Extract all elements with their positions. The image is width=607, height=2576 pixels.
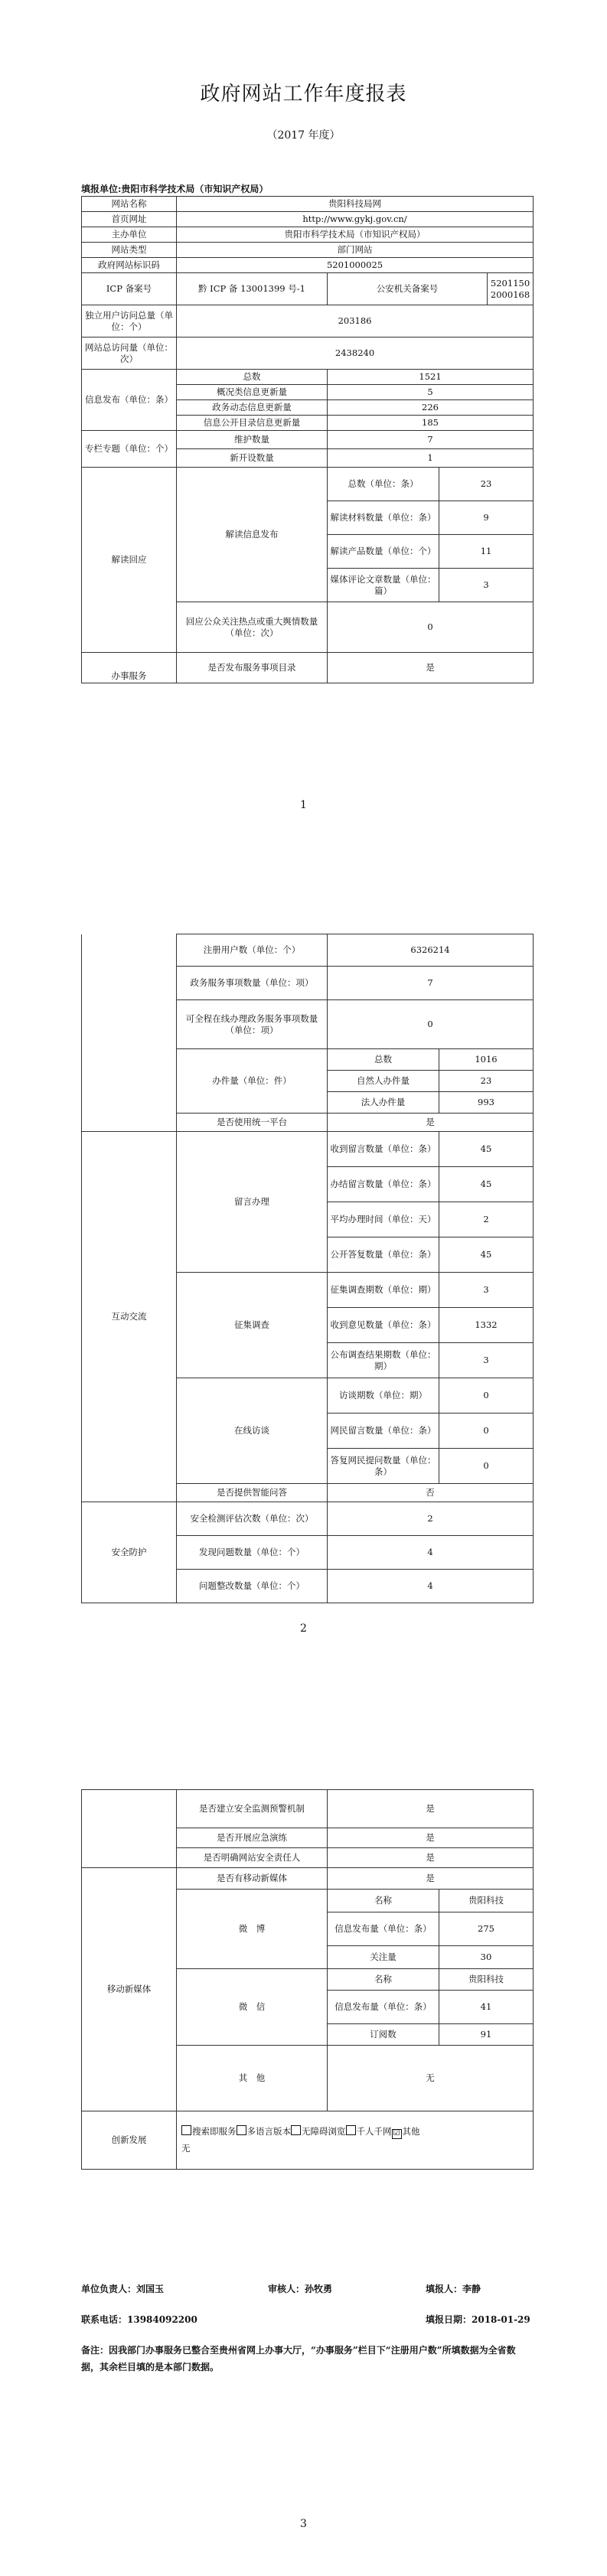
label: 是否开展应急演练 — [177, 1828, 328, 1848]
value: 185 — [328, 416, 534, 431]
label: 公开答复数量（单位：条） — [328, 1237, 439, 1273]
value: 0 — [439, 1449, 534, 1484]
label: 关注量 — [328, 1946, 439, 1969]
value: 11 — [439, 535, 534, 569]
value: 部门网站 — [177, 243, 534, 258]
value: 0 — [328, 1000, 534, 1049]
value: 无 — [328, 2046, 534, 2111]
value: 黔 ICP 备 13001399 号-1 — [177, 273, 328, 305]
label: 微 博 — [177, 1890, 328, 1969]
checkbox-icon — [291, 2125, 301, 2135]
label: 信息公开目录信息更新量 — [177, 416, 328, 431]
homepage-link[interactable]: http://www.gykj.gov.cn/ — [177, 212, 534, 227]
value: 5 — [328, 385, 534, 400]
label: 创新发展 — [82, 2111, 177, 2170]
label: 政务服务事项数量（单位：项） — [177, 967, 328, 1000]
report-table-page2 — [81, 934, 534, 1603]
value: 贵阳科技 — [439, 1890, 534, 1912]
value: 2438240 — [177, 337, 534, 370]
label: ICP 备案号 — [82, 273, 177, 305]
checkbox-accessibility[interactable]: 无障碍浏览 — [291, 2126, 346, 2137]
label: 公安机关备案号 — [328, 273, 488, 305]
value: 是 — [328, 1868, 534, 1890]
value: 4 — [328, 1570, 534, 1603]
label: 解读产品数量（单位：个） — [328, 535, 439, 569]
value: 6326214 — [328, 934, 534, 967]
filler: 填报人：李静 — [426, 2284, 481, 2294]
label: 是否建立安全监测预警机制 — [177, 1790, 328, 1828]
value: 2 — [439, 1202, 534, 1237]
label: 维护数量 — [177, 431, 328, 449]
label: 是否使用统一平台 — [177, 1114, 328, 1132]
label: 安全防护 — [82, 1502, 177, 1603]
innovation-other-text: 无 — [181, 2142, 191, 2154]
value: 贵阳科技 — [439, 1969, 534, 1991]
fill-date: 填报日期：2018-01-29 — [426, 2314, 530, 2325]
value: 45 — [439, 1167, 534, 1202]
contact-phone: 联系电话：13984092200 — [81, 2314, 197, 2325]
value: 1 — [328, 449, 534, 468]
blank-cell — [82, 1790, 177, 1868]
value: 2 — [328, 1502, 534, 1536]
page-title: 政府网站工作年度报表 — [200, 83, 407, 106]
label: 是否提供智能问答 — [177, 1484, 328, 1502]
label: 信息发布量（单位：条） — [328, 1912, 439, 1946]
footnote: 备注：因我部门办事服务已整合至贵州省网上办事大厅，“办事服务”栏目下“注册用户数”所填数据为全省数据，其余栏目填的是本部门数据。 — [81, 2345, 516, 2372]
value: 23 — [439, 1071, 534, 1092]
checkbox-multilang[interactable]: 多语言版本 — [237, 2126, 292, 2137]
value: 45 — [439, 1237, 534, 1273]
checkbox-search-service[interactable]: 搜索即服务 — [181, 2126, 237, 2137]
page-number: 1 — [300, 799, 307, 811]
value: 1521 — [328, 370, 534, 385]
value: 45 — [439, 1132, 534, 1167]
label: 专栏专题（单位：个） — [82, 431, 177, 468]
label: 网站名称 — [82, 197, 177, 212]
blank-cell — [82, 934, 177, 1132]
reviewer: 审核人：孙牧勇 — [268, 2284, 333, 2294]
label: 信息发布（单位：条） — [82, 370, 177, 431]
label: 在线访谈 — [177, 1378, 328, 1484]
value: 否 — [328, 1484, 534, 1502]
label: 法人办件量 — [328, 1092, 439, 1114]
value: 4 — [328, 1536, 534, 1570]
value: 7 — [328, 967, 534, 1000]
value: 41 — [439, 1991, 534, 2024]
value: 3 — [439, 1273, 534, 1308]
label: 政务动态信息更新量 — [177, 400, 328, 416]
label: 移动新媒体 — [82, 1868, 177, 2111]
label: 是否有移动新媒体 — [177, 1868, 328, 1890]
label: 媒体评论文章数量（单位：篇） — [328, 569, 439, 602]
value: 是 — [328, 1828, 534, 1848]
responsible-person: 单位负责人：刘国玉 — [81, 2284, 165, 2294]
label: 留言办理 — [177, 1132, 328, 1273]
label: 征集调查 — [177, 1273, 328, 1378]
value: 0 — [328, 602, 534, 653]
report-table-page3 — [81, 1789, 534, 2170]
label: 发现问题数量（单位：个） — [177, 1536, 328, 1570]
label: 访谈期数（单位：期） — [328, 1378, 439, 1414]
value: 23 — [439, 468, 534, 501]
label: 首页网址 — [82, 212, 177, 227]
label: 名称 — [328, 1890, 439, 1912]
report-table-page1 — [81, 196, 534, 683]
fill-unit: 填报单位:贵阳市科学技术局（市知识产权局） — [81, 184, 269, 194]
value: 52011502000168 — [488, 273, 534, 305]
value: 3 — [439, 1343, 534, 1378]
label: 主办单位 — [82, 227, 177, 243]
label: 收到意见数量（单位：条） — [328, 1308, 439, 1343]
label: 总数（单位：条） — [328, 468, 439, 501]
value: 贵阳市科学技术局（市知识产权局） — [177, 227, 534, 243]
value: 226 — [328, 400, 534, 416]
checkbox-icon — [237, 2125, 246, 2135]
checkbox-other[interactable]: ☑ 其他 — [392, 2126, 420, 2137]
value: 1332 — [439, 1308, 534, 1343]
label: 政府网站标识码 — [82, 258, 177, 273]
value: 7 — [328, 431, 534, 449]
checked-checkbox-icon: ☑ — [392, 2129, 402, 2139]
label: 概况类信息更新量 — [177, 385, 328, 400]
label: 新开设数量 — [177, 449, 328, 468]
label: 收到留言数量（单位：条） — [328, 1132, 439, 1167]
label: 解读回应 — [82, 468, 177, 653]
value: 275 — [439, 1912, 534, 1946]
checkbox-icon — [346, 2125, 356, 2135]
value: 993 — [439, 1092, 534, 1114]
value: 是 — [328, 1790, 534, 1828]
value: 是 — [328, 653, 534, 683]
label: 其 他 — [177, 2046, 328, 2111]
label: 互动交流 — [82, 1132, 177, 1502]
label: 解读材料数量（单位：条） — [328, 501, 439, 535]
label: 名称 — [328, 1969, 439, 1991]
value: 0 — [439, 1378, 534, 1414]
label: 网站类型 — [82, 243, 177, 258]
value: 3 — [439, 569, 534, 602]
value: 9 — [439, 501, 534, 535]
label: 是否明确网站安全责任人 — [177, 1848, 328, 1868]
label: 总数 — [328, 1049, 439, 1071]
label: 回应公众关注热点或重大舆情数量（单位：次） — [177, 602, 328, 653]
value: 是 — [328, 1848, 534, 1868]
label: 安全检测评估次数（单位：次） — [177, 1502, 328, 1536]
label: 是否发布服务事项目录 — [177, 653, 328, 683]
label: 网站总访问量（单位：次） — [82, 337, 177, 370]
label: 注册用户数（单位：个） — [177, 934, 328, 967]
checkbox-personalized[interactable]: 千人千网 — [346, 2126, 392, 2137]
value: 0 — [439, 1414, 534, 1449]
innovation-options — [177, 2111, 534, 2170]
label: 网民留言数量（单位：条） — [328, 1414, 439, 1449]
label: 征集调查期数（单位：期） — [328, 1273, 439, 1308]
label: 问题整改数量（单位：个） — [177, 1570, 328, 1603]
value: 203186 — [177, 305, 534, 337]
label: 信息发布量（单位：条） — [328, 1991, 439, 2024]
page-number: 2 — [300, 1622, 307, 1635]
label: 办件量（单位：件） — [177, 1049, 328, 1114]
report-year: （2017 年度） — [266, 129, 341, 142]
value: 5201000025 — [177, 258, 534, 273]
value: 30 — [439, 1946, 534, 1969]
label: 办结留言数量（单位：条） — [328, 1167, 439, 1202]
page-number: 3 — [300, 2518, 307, 2530]
value: 1016 — [439, 1049, 534, 1071]
label: 平均办理时间（单位：天） — [328, 1202, 439, 1237]
label: 独立用户访问总量（单位：个） — [82, 305, 177, 337]
label: 公布调查结果期数（单位：期） — [328, 1343, 439, 1378]
label: 办事服务 — [82, 653, 177, 683]
label: 总数 — [177, 370, 328, 385]
value: 是 — [328, 1114, 534, 1132]
label: 微 信 — [177, 1969, 328, 2046]
label: 答复网民提问数量（单位：条） — [328, 1449, 439, 1484]
label: 解读信息发布 — [177, 468, 328, 602]
label: 自然人办件量 — [328, 1071, 439, 1092]
checkbox-icon — [181, 2125, 191, 2135]
value: 贵阳科技局网 — [177, 197, 534, 212]
value: 91 — [439, 2024, 534, 2046]
label: 订阅数 — [328, 2024, 439, 2046]
label: 可全程在线办理政务服务事项数量（单位：项） — [177, 1000, 328, 1049]
